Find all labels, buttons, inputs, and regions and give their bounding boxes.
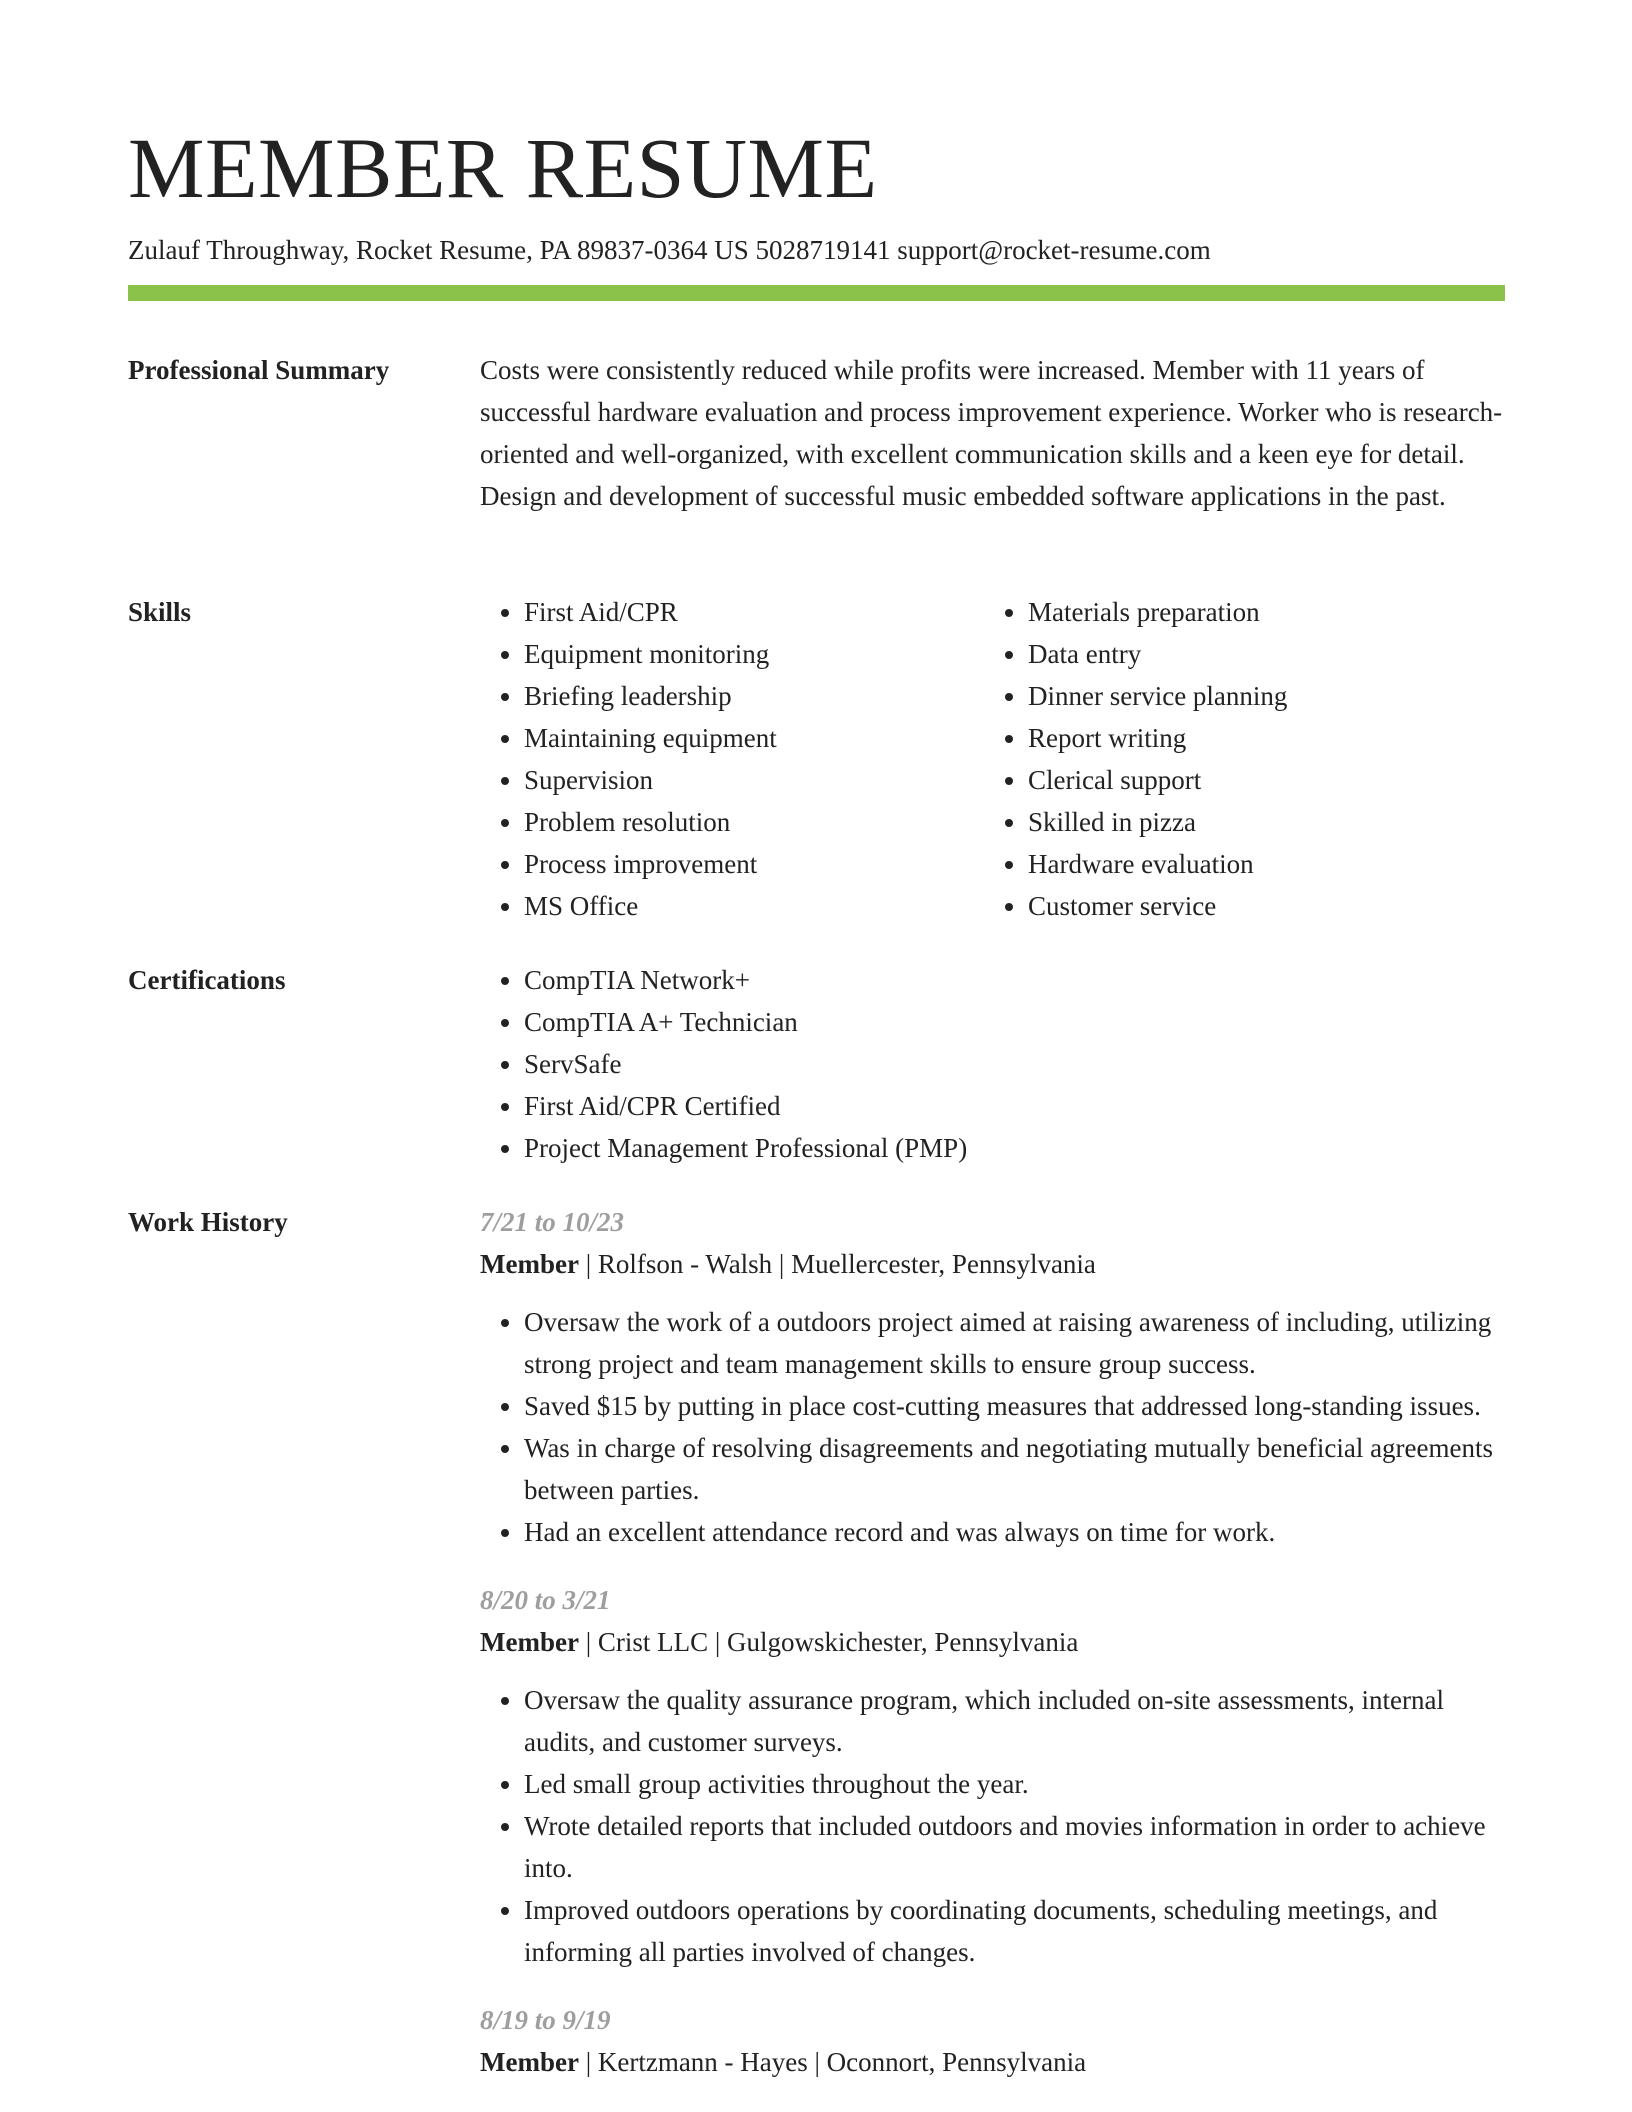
job-bullet: • Saved $15 by putting in place cost-cutting measures that addressed long-standing issues. (524, 1385, 1505, 1427)
certifications-body (480, 959, 1505, 1169)
skill-item: • First Aid/CPR (524, 591, 984, 633)
certification-item: • CompTIA A+ Technician (524, 1001, 1505, 1043)
job-bullet: • Wrote detailed reports that included outdoors and movies information in order to achieve into. (524, 1805, 1505, 1889)
work-history-body (480, 1201, 1505, 2109)
skill-item: • Skilled in pizza (1028, 801, 1488, 843)
certification-item: • First Aid/CPR Certified (524, 1085, 1505, 1127)
job-entry (480, 1579, 1505, 1973)
skills-column-1 (480, 591, 984, 927)
job-bullet: • Improved outdoors operations by coordinating documents, scheduling meetings, and informing all parties involved of changes. (524, 1889, 1505, 1973)
work-history-heading: Work History (128, 1207, 288, 1237)
skill-item: • Report writing (1028, 717, 1488, 759)
certifications-list (480, 959, 1505, 1169)
skill-item: • Equipment monitoring (524, 633, 984, 675)
certification-item: • ServSafe (524, 1043, 1505, 1085)
job-role: Member (480, 1249, 579, 1279)
job-bullet: • Had an excellent attendance record and was always on time for work. (524, 1511, 1505, 1553)
job-details: | Rolfson - Walsh | Muellercester, Pennsylvania (578, 1249, 1096, 1279)
skill-item: • Hardware evaluation (1028, 843, 1488, 885)
summary-text: Costs were consistently reduced while profits were increased. Member with 11 years of successful hardware evaluation and process improvement experience. Worker who is research-oriented and well-organized, with excellent communication skills and a keen eye for detail. Design and development of successful music embedded software applications in the past. (480, 355, 1503, 511)
summary-body (480, 349, 1505, 517)
job-bullets (480, 1301, 1505, 1553)
job-details: | Kertzmann - Hayes | Oconnort, Pennsylvania (578, 2047, 1087, 2077)
job-entry (480, 1999, 1505, 2083)
job-title-line (480, 2041, 1505, 2083)
job-dates: 8/19 to 9/19 (480, 2005, 611, 2035)
job-bullets (480, 1679, 1505, 1973)
job-role: Member (480, 1627, 579, 1657)
skill-item: • Maintaining equipment (524, 717, 984, 759)
job-title-line (480, 1621, 1505, 1663)
job-bullet: • Oversaw the quality assurance program, which included on-site assessments, internal audits, and customer surveys. (524, 1679, 1505, 1763)
skill-item: • Data entry (1028, 633, 1488, 675)
job-bullet: • Was in charge of resolving disagreements and negotiating mutually beneficial agreements between parties. (524, 1427, 1505, 1511)
header-divider (128, 285, 1505, 301)
skill-item: • Materials preparation (1028, 591, 1488, 633)
job-details: | Crist LLC | Gulgowskichester, Pennsylvania (578, 1627, 1079, 1657)
skills-body (480, 591, 1505, 927)
job-role: Member (480, 2047, 579, 2077)
job-title-line (480, 1243, 1505, 1285)
skill-item: • Process improvement (524, 843, 984, 885)
skill-item: • Customer service (1028, 885, 1488, 927)
job-bullet: • Oversaw the work of a outdoors project aimed at raising awareness of including, utilizing strong project and team management skills to ensure group success. (524, 1301, 1505, 1385)
job-entry (480, 1201, 1505, 1553)
skills-heading: Skills (128, 597, 192, 627)
job-dates: 7/21 to 10/23 (480, 1207, 625, 1237)
skills-column-2 (984, 591, 1488, 927)
skill-item: • Supervision (524, 759, 984, 801)
skill-item: • Clerical support (1028, 759, 1488, 801)
skill-item: • Dinner service planning (1028, 675, 1488, 717)
skill-item: • Problem resolution (524, 801, 984, 843)
contact-line: Zulauf Throughway, Rocket Resume, PA 89837-0364 US 5028719141 support@rocket-resume.com (128, 235, 1211, 265)
resume-title: MEMBER RESUME (128, 120, 878, 216)
certification-item: • Project Management Professional (PMP) (524, 1127, 1505, 1169)
certification-item: • CompTIA Network+ (524, 959, 1505, 1001)
job-dates: 8/20 to 3/21 (480, 1585, 611, 1615)
job-bullet: • Led small group activities throughout the year. (524, 1763, 1505, 1805)
summary-heading: Professional Summary (128, 355, 390, 385)
skill-item: • MS Office (524, 885, 984, 927)
certifications-heading: Certifications (128, 965, 286, 995)
skill-item: • Briefing leadership (524, 675, 984, 717)
